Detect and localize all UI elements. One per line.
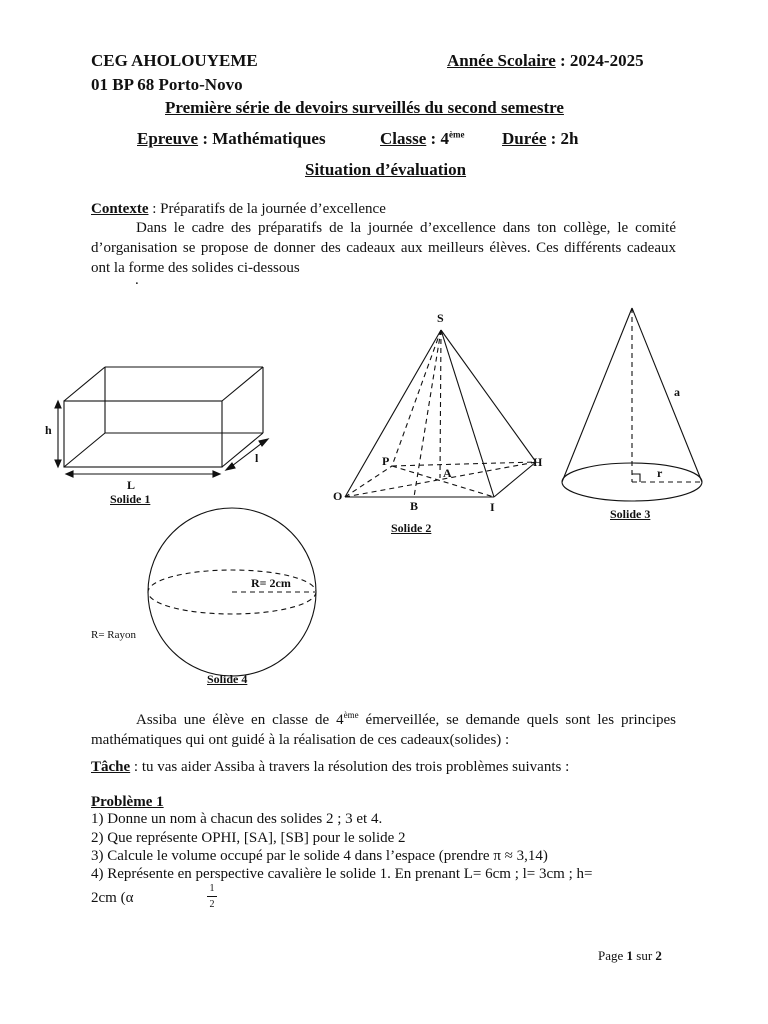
problem1-item-2: 2) Que représente OPHI, [SA], [SB] pour le solide 2: [91, 830, 406, 846]
context-paragraph: Dans le cadre des préparatifs de la journée d’excellence dans ton collège, le comité d’organisation se propose de donner des cadeaux aux meilleurs élèves. Ces différents cadeaux ont la forme des solides ci-dessous: [91, 220, 676, 276]
solid3-label-a: a: [674, 385, 680, 399]
solid1-label-l: l: [255, 451, 259, 465]
footer-page-num: 1: [626, 948, 634, 963]
solid3-label-r: r: [657, 466, 663, 480]
solid3-caption: Solide 3: [610, 507, 651, 521]
solid4-legend: R= Rayon: [91, 629, 137, 641]
class-label: Classe: [380, 129, 427, 148]
school-year-value: : 2024-2025: [555, 51, 644, 70]
solid2-pyramid: [345, 330, 536, 497]
solid2-label-I: I: [490, 500, 495, 514]
context-label: Contexte: [91, 201, 149, 217]
solid2-label-B: B: [410, 499, 419, 513]
solid2-label-A: A: [443, 466, 452, 480]
footer-total: 2: [655, 948, 662, 963]
situation-title: Situation d’évaluation: [305, 160, 467, 179]
solid3-cone: [562, 308, 702, 501]
problem1-item-3: 3) Calcule le volume occupé par le solide 4 dans l’espace (prendre π ≈ 3,14): [91, 848, 548, 864]
solid2-label-P: P: [382, 454, 390, 468]
fraction-bar: [207, 896, 217, 897]
solid2-label-O: O: [333, 489, 343, 503]
solid1-label-h: h: [45, 423, 52, 437]
problem1-continuation: 2cm (α: [91, 890, 134, 906]
solid2-label-S: S: [437, 311, 444, 325]
duration-label: Durée: [502, 129, 547, 148]
context-dot: .: [135, 272, 139, 288]
subject-value: : Mathématiques: [198, 129, 326, 148]
fraction-denominator: 2: [209, 899, 215, 910]
task-line: [91, 759, 569, 776]
school-year-label: Année Scolaire: [447, 51, 556, 70]
solid4-radius-label: R= 2cm: [251, 576, 291, 590]
school-name: CEG AHOLOUYEME: [91, 51, 258, 70]
class-value: : 4: [426, 129, 449, 148]
task-text: : tu vas aider Assiba à travers la résolution des trois problèmes suivants :: [130, 759, 570, 775]
footer-page: Page: [598, 948, 627, 963]
solid1-label-L: L: [127, 478, 136, 492]
page-footer: [598, 948, 662, 964]
solid2-label-H: H: [533, 455, 543, 469]
series-title: Première série de devoirs surveillés du second semestre: [165, 98, 564, 117]
story-sup: ème: [343, 710, 359, 720]
duration-value: : 2h: [546, 129, 579, 148]
solid1-caption: Solide 1: [110, 492, 151, 506]
fraction-numerator: 1: [209, 883, 215, 894]
problem1-item-1: 1) Donne un nom à chacun des solides 2 ; 3 et 4.: [91, 811, 383, 827]
problem1-item-4: 4) Représente en perspective cavalière le solide 1. En prenant L= 6cm ; l= 3cm ; h=: [91, 866, 593, 882]
story-part2: émerveillée, se demande quels sont les principes mathématiques qui ont guidé à la réalisation de ces cadeaux(solides) :: [91, 712, 677, 748]
story-paragraph: [91, 705, 676, 750]
story-part1: Assiba une élève en classe de 4: [136, 712, 344, 728]
solid1-box: [55, 367, 268, 477]
problem1-title: Problème 1: [91, 794, 164, 810]
footer-sur: sur: [633, 948, 656, 963]
solid4-caption: Solide 4: [207, 672, 248, 686]
context-title: : Préparatifs de la journée d’excellence: [148, 201, 386, 217]
solid4-sphere: [148, 508, 316, 676]
class-sup: ème: [448, 129, 465, 140]
solid2-caption: Solide 2: [391, 521, 432, 535]
task-label: Tâche: [91, 759, 131, 775]
subject-label: Epreuve: [137, 129, 199, 148]
school-address: 01 BP 68 Porto-Novo: [91, 75, 243, 94]
